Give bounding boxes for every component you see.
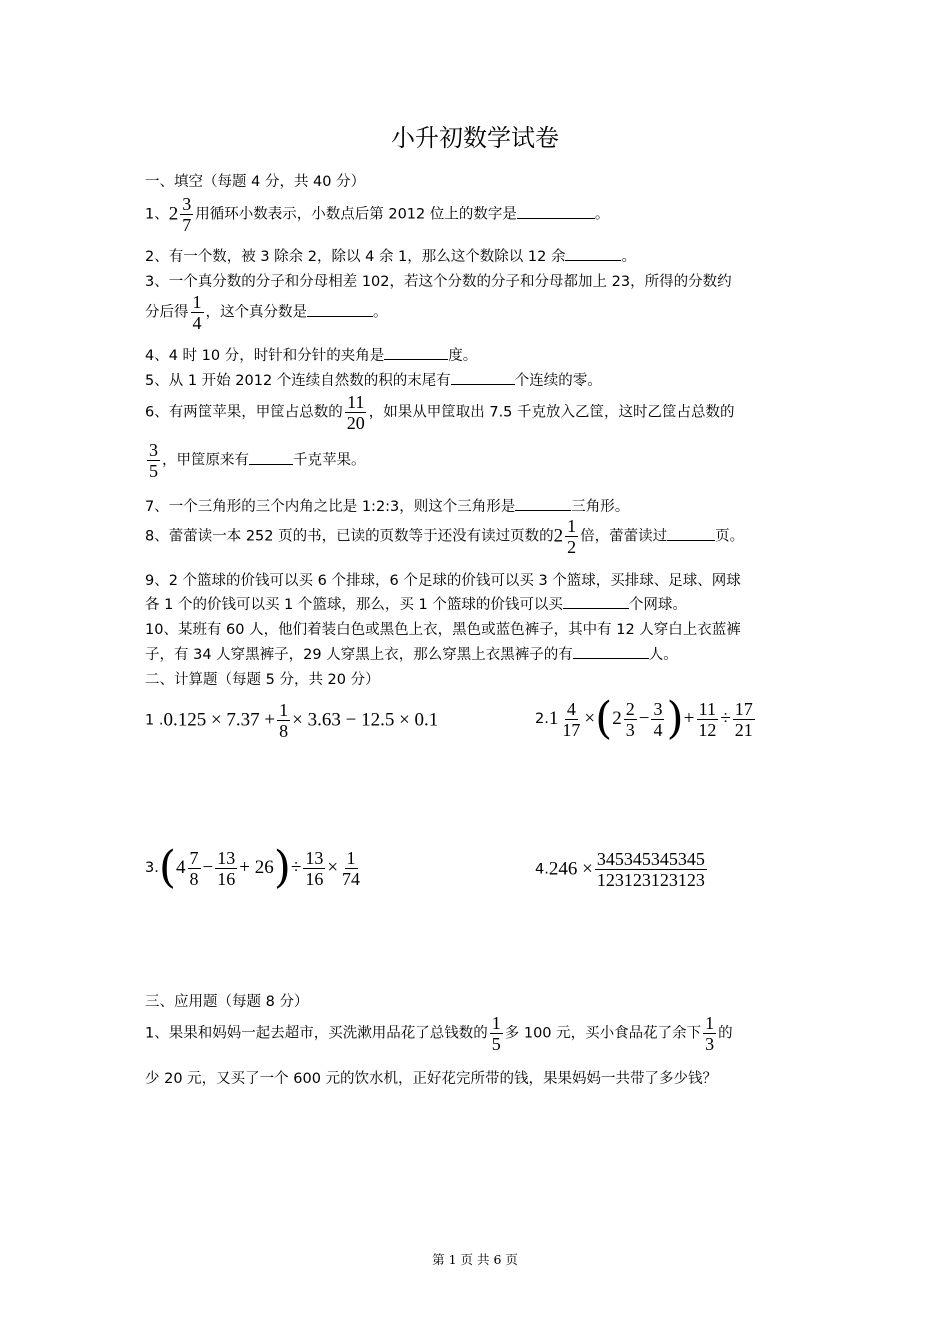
answer-blank[interactable] <box>384 345 448 361</box>
calc-1: 1 .0.125 × 7.37 + $\frac{1}{8}$ × 3.63 − 12.5 × 0.1 <box>145 700 439 741</box>
question-1-3-line1: 3、一个真分数的分子和分母相差 102，若这个分数的分子和分母都加上 23，所得的分数约 <box>145 274 732 290</box>
calc-2: 2.1 $\frac{4}{17}$ ×(2 $\frac{2}{3}$ − $\frac{3}{4}$ )+ $\frac{11}{12}$ ÷ $\frac{17}{21}$ <box>535 693 753 744</box>
question-1-2: 2、有一个数，被 3 除余 2，除以 4 余 1，那么这个数除以 12 余 。 <box>145 245 636 266</box>
question-1-5: 5、从 1 开始 2012 个连续自然数的积的末尾有 个连续的零。 <box>145 369 602 390</box>
question-1-1: 1、2 $\frac{3}{7}$ 用循环小数表示，小数点后第 2012 位上的数字是 。 <box>145 194 610 235</box>
answer-blank[interactable] <box>451 370 515 386</box>
section2-heading: 二、计算题（每题 5 分，共 20 分） <box>145 672 380 688</box>
question-1-3-line2: 分后得 $\frac{1}{4}$ ，这个真分数是 。 <box>145 292 388 333</box>
answer-blank[interactable] <box>565 246 621 262</box>
answer-blank[interactable] <box>573 644 649 660</box>
question-1-10-line2: 子，有 34 人穿黑裤子，29 人穿黑上衣，那么穿黑上衣黑裤子的有 人。 <box>145 643 678 664</box>
question-1-9-line2: 各 1 个的价钱可以买 1 个篮球，那么，买 1 个篮球的价钱可以买 个网球。 <box>145 593 687 614</box>
left-paren: ( <box>158 842 177 893</box>
answer-blank[interactable] <box>517 203 595 219</box>
question-1-8: 8、蕾蕾读一本 252 页的书，已读的页数等于还没有读过页数的2 $\frac{1}{2}$ 倍，蕾蕾读过 页。 <box>145 516 745 557</box>
section1-heading: 一、填空（每题 4 分，共 40 分） <box>145 174 366 190</box>
page-footer: 第 1 页 共 6 页 <box>432 1252 518 1267</box>
answer-blank[interactable] <box>307 301 373 317</box>
answer-blank[interactable] <box>515 496 571 512</box>
answer-blank[interactable] <box>249 449 293 465</box>
page-title: 小升初数学试卷 <box>391 124 559 152</box>
right-paren: ) <box>666 693 684 744</box>
question-1-6-line1: 6、有两筐苹果，甲筐占总数的 $\frac{11}{20}$ ，如果从甲筐取出 7.5 千克放入乙筐，这时乙筐占总数的 <box>145 392 735 433</box>
calc-4: 4.246 × $\frac{345345345345}{123123123123}$ <box>535 849 705 890</box>
right-paren: ) <box>273 842 291 893</box>
left-paren: ( <box>595 693 613 744</box>
answer-blank[interactable] <box>667 525 715 541</box>
question-1-4: 4、4 时 10 分，时针和分针的夹角是 度。 <box>145 344 477 365</box>
word-problem-1-line2: 少 20 元，又买了一个 600 元的饮水机，正好花完所带的钱，果果妈妈一共带了多少钱？ <box>145 1071 718 1087</box>
word-problem-1-line1: 1、果果和妈妈一起去超市，买洗漱用品花了总钱数的 $\frac{1}{5}$ 多 100 元，买小食品花了余下 $\frac{1}{3}$ 的 <box>145 1013 733 1054</box>
question-1-6-line2: $\frac{3}{5}$ ，甲筐原来有 千克苹果。 <box>149 440 366 481</box>
answer-blank[interactable] <box>563 594 629 610</box>
question-1-9-line1: 9、2 个篮球的价钱可以买 6 个排球，6 个足球的价钱可以买 3 个篮球，买排球、足球、网球 <box>145 573 741 589</box>
question-1-10-line1: 10、某班有 60 人，他们着装白色或黑色上衣，黑色或蓝色裤子，其中有 12 人穿白上衣蓝裤 <box>145 622 741 638</box>
section3-heading: 三、应用题（每题 8 分） <box>145 994 309 1010</box>
calc-3: 3.(4 $\frac{7}{8}$ − $\frac{13}{16}$ + 26)÷ $\frac{13}{16}$ × $\frac{1}{74}$ <box>145 842 361 893</box>
question-1-7: 7、一个三角形的三个内角之比是 1:2:3，则这个三角形是 三角形。 <box>145 495 629 516</box>
